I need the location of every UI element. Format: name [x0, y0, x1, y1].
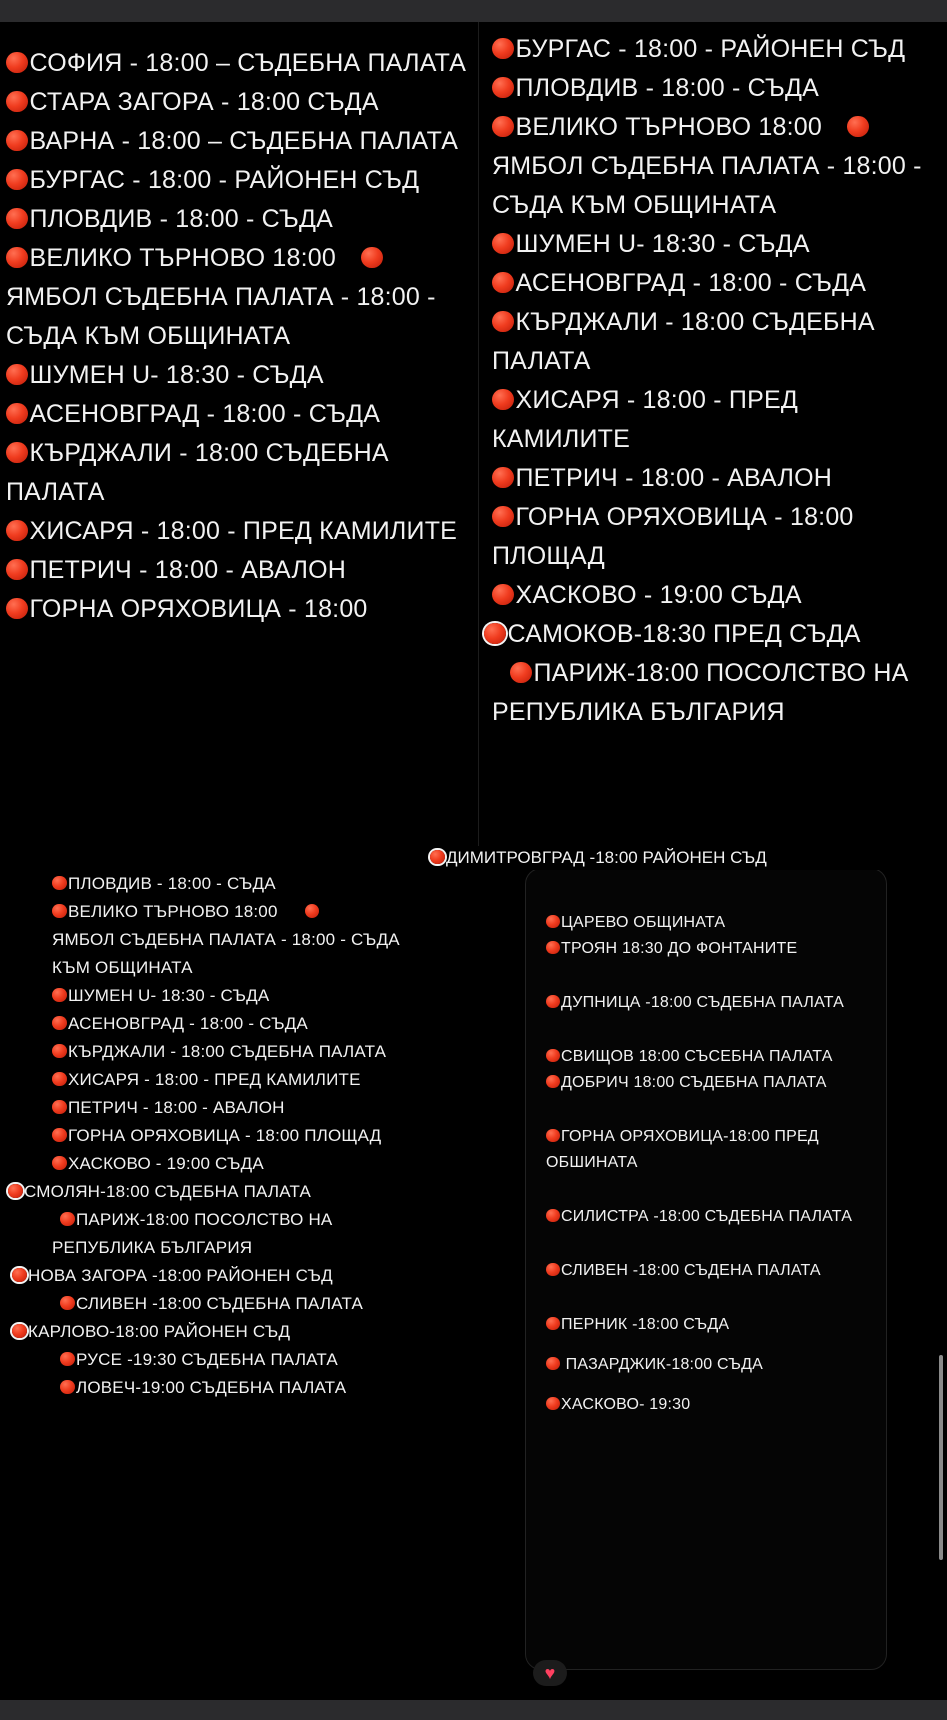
- heart-icon[interactable]: ♥: [533, 1660, 567, 1686]
- red-circle-icon: [60, 1380, 75, 1395]
- spacer: [546, 962, 886, 990]
- list-item: ХИСАРЯ - 18:00 - ПРЕД КАМИЛИТЕ: [492, 386, 798, 453]
- list-item: ПАРИЖ-18:00 ПОСОЛСТВО НА РЕПУБЛИКА БЪЛГАРИЯ: [492, 659, 909, 726]
- list-item: ХАСКОВО - 19:00 СЪДА: [492, 576, 942, 615]
- red-circle-icon: [847, 116, 869, 138]
- list-item: ПАРИЖ-18:00 ПОСОЛСТВО НА РЕПУБЛИКА БЪЛГАРИЯ: [52, 1210, 333, 1257]
- list-item: ХАСКОВО - 19:00 СЪДА: [52, 1150, 432, 1178]
- red-circle-icon: [6, 169, 28, 191]
- red-circle-icon: [492, 506, 514, 528]
- panel-top-left: [0, 22, 479, 850]
- bottom-bar: [0, 1700, 947, 1720]
- list-item: СЛИВЕН -18:00 СЪДЕБНА ПАЛАТА: [52, 1290, 432, 1318]
- list-item: КЪРДЖАЛИ - 18:00 СЪДЕБНА ПАЛАТА: [6, 439, 389, 506]
- list-item: ВАРНА - 18:00 – СЪДЕБНА ПАЛАТА: [6, 122, 472, 161]
- panel-top-right: [480, 22, 947, 850]
- list-item: АСЕНОВГРАД - 18:00 - СЪДА: [492, 264, 942, 303]
- city-list-bottom-left: [23, 870, 432, 1402]
- list-item: ГОРНА ОРЯХОВИЦА - 18:00 ПЛОЩАД: [52, 1122, 432, 1150]
- list-item: БУРГАС - 18:00 - РАЙОНЕН СЪД: [492, 30, 942, 69]
- red-circle-icon: [492, 389, 514, 411]
- red-circle-icon: [60, 1296, 75, 1311]
- red-circle-icon: [6, 208, 28, 230]
- spacer: [546, 1230, 886, 1258]
- panel-bottom-left: [0, 850, 440, 1698]
- red-circle-icon: [546, 1049, 560, 1063]
- red-circle-icon: [492, 77, 514, 99]
- list-item: ПЛОВДИВ - 18:00 - СЪДА: [6, 200, 472, 239]
- red-circle-icon: [484, 623, 506, 645]
- red-circle-icon: [6, 520, 28, 542]
- list-item: ГОРНА ОРЯХОВИЦА-18:00 ПРЕД ОБШИНАТА: [546, 1128, 819, 1171]
- red-circle-icon: [52, 1100, 67, 1115]
- list-item: КЪРДЖАЛИ - 18:00 СЪДЕБНА ПАЛАТА: [492, 308, 875, 375]
- list-item: ВЕЛИКО ТЪРНОВО 18:00: [492, 108, 942, 147]
- list-item: СВИЩОВ 18:00 СЪСЕБНА ПАЛАТА: [546, 1044, 886, 1070]
- list-item: ЦАРЕВО ОБЩИНАТА: [546, 910, 886, 936]
- red-circle-icon: [546, 1397, 560, 1411]
- spacer: [546, 1096, 886, 1124]
- red-circle-icon: [492, 467, 514, 489]
- red-circle-icon: [52, 876, 67, 891]
- red-circle-icon: [52, 1016, 67, 1031]
- list-item: ВЕЛИКО ТЪРНОВО 18:00: [6, 239, 472, 278]
- list-item: ШУМЕН U- 18:30 - СЪДА: [492, 225, 942, 264]
- list-item: ДОБРИЧ 18:00 СЪДЕБНА ПАЛАТА: [546, 1070, 886, 1096]
- red-circle-icon: [546, 1357, 560, 1371]
- city-list-top-left: [6, 44, 472, 629]
- red-circle-icon: [6, 559, 28, 581]
- spacer: [546, 1378, 886, 1392]
- red-circle-icon: [52, 904, 67, 919]
- list-item: СОФИЯ - 18:00 – СЪДЕБНА ПАЛАТА: [6, 44, 472, 83]
- red-circle-icon: [52, 1156, 67, 1171]
- list-item: САМОКОВ-18:30 ПРЕД СЪДА: [484, 615, 942, 654]
- red-circle-icon: [6, 403, 28, 425]
- list-item: НОВА ЗАГОРА -18:00 РАЙОНЕН СЪД: [12, 1262, 432, 1290]
- list-item: АСЕНОВГРАД - 18:00 - СЪДА: [6, 395, 472, 434]
- list-item: ПЛОВДИВ - 18:00 - СЪДА: [492, 69, 942, 108]
- divider-line: ДИМИТРОВГРАД -18:00 РАЙОНЕН СЪД: [430, 846, 947, 870]
- list-item: ЯМБОЛ СЪДЕБНА ПАЛАТА - 18:00 - СЪДА КЪМ ОБЩИНАТА: [52, 930, 400, 977]
- red-circle-icon: [52, 1044, 67, 1059]
- list-item: ВЕЛИКО ТЪРНОВО 18:00: [52, 898, 432, 926]
- list-item: ПЕТРИЧ - 18:00 - АВАЛОН: [6, 551, 472, 590]
- list-item: ЛОВЕЧ-19:00 СЪДЕБНА ПАЛАТА: [52, 1374, 432, 1402]
- city-list-top-right: [492, 30, 942, 732]
- red-circle-icon: [492, 116, 514, 138]
- list-item: КЪРДЖАЛИ - 18:00 СЪДЕБНА ПАЛАТА: [52, 1038, 432, 1066]
- red-circle-icon: [8, 1184, 23, 1199]
- list-item: ШУМЕН U- 18:30 - СЪДА: [52, 982, 432, 1010]
- list-item: АСЕНОВГРАД - 18:00 - СЪДА: [52, 1010, 432, 1038]
- list-item: БУРГАС - 18:00 - РАЙОНЕН СЪД: [6, 161, 472, 200]
- red-circle-icon: [6, 91, 28, 113]
- red-circle-icon: [546, 1263, 560, 1277]
- red-circle-icon: [6, 247, 28, 269]
- list-item: ЯМБОЛ СЪДЕБНА ПАЛАТА - 18:00 - СЪДА КЪМ ОБЩИНАТА: [6, 283, 436, 350]
- list-item: ГОРНА ОРЯХОВИЦА - 18:00 ПЛОЩАД: [492, 503, 854, 570]
- city-list-bottom-right: [546, 910, 886, 1418]
- red-circle-icon: [361, 247, 383, 269]
- crop-edge: [0, 834, 478, 850]
- scrollbar[interactable]: [939, 1355, 943, 1560]
- red-circle-icon: [12, 1324, 27, 1339]
- list-item: СТАРА ЗАГОРА - 18:00 СЪДА: [6, 83, 472, 122]
- red-circle-icon: [6, 364, 28, 386]
- red-circle-icon: [6, 598, 28, 620]
- red-circle-icon: [546, 1209, 560, 1223]
- list-item: ПЕТРИЧ - 18:00 - АВАЛОН: [52, 1094, 432, 1122]
- red-circle-icon: [546, 1075, 560, 1089]
- list-item: ПЛОВДИВ - 18:00 - СЪДА: [52, 870, 432, 898]
- list-item: СЛИВЕН -18:00 СЪДЕНА ПАЛАТА: [546, 1258, 886, 1284]
- list-item: СИЛИСТРА -18:00 СЪДЕБНА ПАЛАТА: [546, 1204, 886, 1230]
- red-circle-icon: [305, 904, 320, 919]
- red-circle-icon: [12, 1268, 27, 1283]
- red-circle-icon: [546, 1317, 560, 1331]
- red-circle-icon: [60, 1352, 75, 1367]
- red-circle-icon: [546, 941, 560, 955]
- spacer: [546, 1176, 886, 1204]
- top-bar: [0, 0, 947, 22]
- list-item: ПЕРНИК -18:00 СЪДА: [546, 1312, 886, 1338]
- list-item: ПЕТРИЧ - 18:00 - АВАЛОН: [492, 459, 942, 498]
- list-item: СМОЛЯН-18:00 СЪДЕБНА ПАЛАТА: [8, 1178, 432, 1206]
- red-circle-icon: [510, 662, 532, 684]
- red-circle-icon: [430, 850, 445, 865]
- list-item: ДУПНИЦА -18:00 СЪДЕБНА ПАЛАТА: [546, 990, 886, 1016]
- spacer: [546, 1284, 886, 1312]
- red-circle-icon: [492, 272, 514, 294]
- list-item: ТРОЯН 18:30 ДО ФОНТАНИТЕ: [546, 936, 886, 962]
- red-circle-icon: [6, 442, 28, 464]
- list-item: ЯМБОЛ СЪДЕБНА ПАЛАТА - 18:00 - СЪДА КЪМ ОБЩИНАТА: [492, 152, 922, 219]
- spacer: [546, 1016, 886, 1044]
- red-circle-icon: [52, 1072, 67, 1087]
- red-circle-icon: [52, 988, 67, 1003]
- red-circle-icon: [60, 1212, 75, 1227]
- red-circle-icon: [6, 52, 28, 74]
- red-circle-icon: [492, 38, 514, 60]
- list-item: ГОРНА ОРЯХОВИЦА - 18:00: [6, 590, 472, 629]
- red-circle-icon: [492, 311, 514, 333]
- red-circle-icon: [52, 1128, 67, 1143]
- list-item: ХИСАРЯ - 18:00 - ПРЕД КАМИЛИТЕ: [52, 1066, 432, 1094]
- list-item: РУСЕ -19:30 СЪДЕБНА ПАЛАТА: [52, 1346, 432, 1374]
- red-circle-icon: [6, 130, 28, 152]
- red-circle-icon: [492, 233, 514, 255]
- red-circle-icon: [492, 584, 514, 606]
- spacer: [546, 1338, 886, 1352]
- red-circle-icon: [546, 995, 560, 1009]
- red-circle-icon: [546, 915, 560, 929]
- list-item: ХАСКОВО- 19:30: [546, 1392, 886, 1418]
- list-item: ПАЗАРДЖИК-18:00 СЪДА: [546, 1352, 886, 1378]
- list-item: ШУМЕН U- 18:30 - СЪДА: [6, 356, 472, 395]
- red-circle-icon: [546, 1129, 560, 1143]
- list-item: ХИСАРЯ - 18:00 - ПРЕД КАМИЛИТЕ: [6, 512, 472, 551]
- list-item: КАРЛОВО-18:00 РАЙОНЕН СЪД: [12, 1318, 432, 1346]
